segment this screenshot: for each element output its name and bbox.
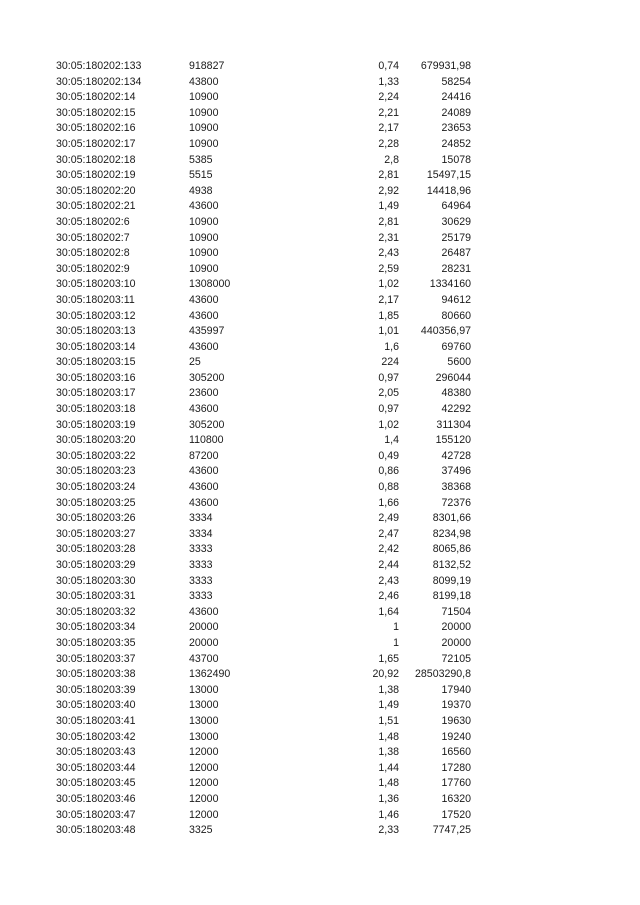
quantity-cell: 13000 [189,730,219,743]
quantity-cell: 1362490 [189,668,231,681]
cadastral-number-cell: 30:05:180203:27 [56,527,136,540]
price-cell: 2,42 [378,543,399,556]
table-row [56,605,476,621]
total-cell: 80660 [441,309,471,322]
cadastral-number-cell: 30:05:180203:48 [56,824,136,837]
table-row [56,652,476,668]
table-row [56,355,476,371]
table-row [56,745,476,761]
total-cell: 16560 [441,746,471,759]
quantity-cell: 3333 [189,590,213,603]
price-cell: 2,43 [378,247,399,260]
quantity-cell: 10900 [189,122,219,135]
total-cell: 28503290,8 [415,668,471,681]
cadastral-number-cell: 30:05:180202:6 [56,215,130,228]
table-row [56,75,476,91]
cadastral-number-cell: 30:05:180203:35 [56,636,136,649]
price-cell: 1 [393,636,399,649]
cadastral-number-cell: 30:05:180203:32 [56,605,136,618]
price-cell: 0,88 [378,481,399,494]
total-cell: 15497,15 [426,169,471,182]
table-row [56,215,476,231]
price-cell: 0,49 [378,449,399,462]
quantity-cell: 43700 [189,652,219,665]
quantity-cell: 13000 [189,699,219,712]
quantity-cell: 20000 [189,621,219,634]
table-row [56,636,476,652]
total-cell: 37496 [441,465,471,478]
table-row [56,449,476,465]
price-cell: 1,64 [378,605,399,618]
total-cell: 26487 [441,247,471,260]
quantity-cell: 3333 [189,574,213,587]
total-cell: 69760 [441,340,471,353]
price-cell: 2,21 [378,106,399,119]
total-cell: 19630 [441,714,471,727]
table-row [56,714,476,730]
cadastral-number-cell: 30:05:180202:9 [56,262,130,275]
cadastral-number-cell: 30:05:180203:34 [56,621,136,634]
table-row [56,371,476,387]
table-row [56,496,476,512]
cadastral-number-cell: 30:05:180203:29 [56,559,136,571]
total-cell: 20000 [441,621,471,634]
table-row [56,558,476,574]
total-cell: 440356,97 [420,325,471,338]
price-cell: 2,24 [378,91,399,104]
cadastral-number-cell: 30:05:180203:15 [56,356,136,369]
price-cell: 2,05 [378,387,399,400]
quantity-cell: 3333 [189,559,213,571]
quantity-cell: 12000 [189,777,219,790]
price-cell: 1,49 [378,200,399,213]
total-cell: 17280 [441,761,471,774]
price-cell: 2,43 [378,574,399,587]
total-cell: 23653 [441,122,471,135]
quantity-cell: 12000 [189,746,219,759]
price-cell: 1,01 [378,325,399,338]
quantity-cell: 305200 [189,418,225,431]
quantity-cell: 305200 [189,371,225,384]
price-cell: 1,02 [378,418,399,431]
cadastral-number-cell: 30:05:180203:22 [56,449,136,462]
table-row [56,184,476,200]
table-row [56,137,476,153]
total-cell: 24416 [441,91,471,104]
table-row [56,620,476,636]
total-cell: 20000 [441,636,471,649]
quantity-cell: 10900 [189,91,219,104]
total-cell: 72376 [441,496,471,509]
cadastral-number-cell: 30:05:180203:17 [56,387,136,400]
quantity-cell: 110800 [189,434,224,447]
cadastral-number-cell: 30:05:180203:45 [56,777,136,790]
table-row [56,808,476,824]
table-row [56,761,476,777]
price-cell: 1,4 [384,434,399,447]
quantity-cell: 3334 [189,512,213,525]
table-row [56,121,476,137]
table-row [56,90,476,106]
cadastral-number-cell: 30:05:180203:46 [56,792,136,805]
cadastral-number-cell: 30:05:180203:37 [56,652,136,665]
cadastral-number-cell: 30:05:180203:18 [56,403,136,416]
price-cell: 2,49 [378,512,399,525]
total-cell: 17760 [441,777,471,790]
cadastral-number-cell: 30:05:180202:8 [56,247,130,260]
table-row [56,574,476,590]
cadastral-number-cell: 30:05:180203:12 [56,309,136,322]
quantity-cell: 43800 [189,75,219,88]
price-cell: 2,59 [378,262,399,275]
table-row [56,262,476,278]
quantity-cell: 43600 [189,309,219,322]
table-row [56,683,476,699]
price-cell: 0,74 [378,60,399,72]
total-cell: 25179 [441,231,471,244]
quantity-cell: 12000 [189,808,219,821]
quantity-cell: 25 [189,356,201,369]
total-cell: 679931,98 [420,60,471,72]
total-cell: 5600 [447,356,471,369]
price-cell: 0,97 [378,371,399,384]
quantity-cell: 3325 [189,824,213,837]
total-cell: 28231 [441,262,471,275]
total-cell: 48380 [441,387,471,400]
total-cell: 38368 [441,481,471,494]
total-cell: 64964 [441,200,471,213]
table-row [56,527,476,543]
quantity-cell: 10900 [189,231,219,244]
cadastral-number-cell: 30:05:180202:18 [56,153,136,166]
quantity-cell: 13000 [189,714,219,727]
cadastral-number-cell: 30:05:180202:134 [56,75,142,88]
table-row [56,59,476,75]
total-cell: 296044 [435,371,471,384]
cadastral-number-cell: 30:05:180203:13 [56,325,136,338]
table-row [56,153,476,169]
table-row [56,698,476,714]
price-cell: 20,92 [372,668,399,681]
cadastral-number-cell: 30:05:180203:31 [56,590,136,603]
quantity-cell: 3333 [189,543,213,556]
table-row [56,106,476,122]
table-row [56,246,476,262]
table-row [56,667,476,683]
quantity-cell: 12000 [189,792,219,805]
table-row [56,776,476,792]
quantity-cell: 43600 [189,605,219,618]
table-row [56,589,476,605]
table-row [56,324,476,340]
total-cell: 17520 [441,808,471,821]
cadastral-number-cell: 30:05:180202:17 [56,137,136,150]
price-cell: 1 [393,621,399,634]
quantity-cell: 43600 [189,465,219,478]
price-cell: 2,33 [378,824,399,837]
quantity-cell: 3334 [189,527,213,540]
quantity-cell: 23600 [189,387,219,400]
price-cell: 2,28 [378,137,399,150]
total-cell: 94612 [441,293,471,306]
data-table [56,59,476,839]
price-cell: 1,33 [378,75,399,88]
price-cell: 1,65 [378,652,399,665]
price-cell: 1,38 [378,746,399,759]
price-cell: 2,47 [378,527,399,540]
quantity-cell: 5385 [189,153,213,166]
table-row [56,340,476,356]
total-cell: 24852 [441,137,471,150]
quantity-cell: 10900 [189,247,219,260]
price-cell: 1,46 [378,808,399,821]
total-cell: 14418,96 [426,184,471,197]
total-cell: 8199,18 [432,590,471,603]
cadastral-number-cell: 30:05:180203:40 [56,699,136,712]
total-cell: 24089 [441,106,471,119]
cadastral-number-cell: 30:05:180203:47 [56,808,136,821]
total-cell: 42728 [441,449,471,462]
total-cell: 71504 [441,605,471,618]
table-row [56,542,476,558]
total-cell: 311304 [436,418,471,431]
cadastral-number-cell: 30:05:180203:43 [56,746,136,759]
quantity-cell: 43600 [189,340,219,353]
quantity-cell: 13000 [189,683,219,696]
price-cell: 2,44 [378,559,399,571]
table-row [56,309,476,325]
total-cell: 72105 [441,652,471,665]
total-cell: 7747,25 [432,824,471,837]
quantity-cell: 435997 [189,325,225,338]
cadastral-number-cell: 30:05:180203:10 [56,278,136,291]
table-row [56,792,476,808]
cadastral-number-cell: 30:05:180202:19 [56,169,136,182]
quantity-cell: 43600 [189,403,219,416]
total-cell: 8099,19 [432,574,471,587]
table-row [56,386,476,402]
price-cell: 2,17 [378,122,399,135]
price-cell: 224 [381,356,399,369]
price-cell: 1,38 [378,683,399,696]
price-cell: 1,49 [378,699,399,712]
cadastral-number-cell: 30:05:180202:133 [56,60,142,72]
cadastral-number-cell: 30:05:180203:39 [56,683,136,696]
cadastral-number-cell: 30:05:180202:20 [56,184,136,197]
cadastral-number-cell: 30:05:180202:15 [56,106,136,119]
table-row [56,823,476,839]
table-row [56,231,476,247]
cadastral-number-cell: 30:05:180202:7 [56,231,130,244]
price-cell: 0,86 [378,465,399,478]
cadastral-number-cell: 30:05:180203:23 [56,465,136,478]
table-row [56,730,476,746]
quantity-cell: 10900 [189,215,219,228]
total-cell: 15078 [441,153,471,166]
cadastral-number-cell: 30:05:180202:14 [56,91,136,104]
cadastral-number-cell: 30:05:180202:16 [56,122,136,135]
cadastral-number-cell: 30:05:180203:16 [56,371,136,384]
quantity-cell: 918827 [189,60,225,72]
table-row [56,402,476,418]
table-row [56,511,476,527]
total-cell: 155120 [435,434,471,447]
total-cell: 1334160 [429,278,471,291]
table-row [56,199,476,215]
total-cell: 8301,66 [432,512,471,525]
cadastral-number-cell: 30:05:180203:38 [56,668,136,681]
quantity-cell: 43600 [189,293,219,306]
quantity-cell: 4938 [189,184,213,197]
price-cell: 1,36 [378,792,399,805]
cadastral-number-cell: 30:05:180202:21 [56,200,136,213]
cadastral-number-cell: 30:05:180203:25 [56,496,136,509]
price-cell: 2,17 [378,293,399,306]
total-cell: 19240 [441,730,471,743]
price-cell: 2,81 [378,215,399,228]
total-cell: 58254 [441,75,471,88]
cadastral-number-cell: 30:05:180203:28 [56,543,136,556]
price-cell: 2,81 [378,169,399,182]
price-cell: 1,48 [378,730,399,743]
price-cell: 1,66 [378,496,399,509]
total-cell: 16320 [441,792,471,805]
table-row [56,464,476,480]
price-cell: 1,48 [378,777,399,790]
price-cell: 2,8 [384,153,399,166]
table-row [56,418,476,434]
price-cell: 1,02 [378,278,399,291]
total-cell: 30629 [441,215,471,228]
total-cell: 19370 [441,699,471,712]
quantity-cell: 87200 [189,449,219,462]
table-row [56,433,476,449]
cadastral-number-cell: 30:05:180203:41 [56,714,136,727]
total-cell: 42292 [441,403,471,416]
table-row [56,480,476,496]
quantity-cell: 20000 [189,636,219,649]
quantity-cell: 43600 [189,481,219,494]
quantity-cell: 10900 [189,137,219,150]
total-cell: 8065,86 [432,543,471,556]
total-cell: 17940 [441,683,471,696]
price-cell: 1,51 [378,714,399,727]
price-cell: 0,97 [378,403,399,416]
quantity-cell: 10900 [189,262,219,275]
quantity-cell: 10900 [189,106,219,119]
quantity-cell: 43600 [189,200,219,213]
cadastral-number-cell: 30:05:180203:14 [56,340,136,353]
total-cell: 8234,98 [432,527,471,540]
total-cell: 8132,52 [432,559,471,571]
cadastral-number-cell: 30:05:180203:19 [56,418,136,431]
cadastral-number-cell: 30:05:180203:26 [56,512,136,525]
quantity-cell: 1308000 [189,278,231,291]
cadastral-number-cell: 30:05:180203:20 [56,434,136,447]
cadastral-number-cell: 30:05:180203:42 [56,730,136,743]
price-cell: 1,85 [378,309,399,322]
price-cell: 1,44 [378,761,399,774]
cadastral-number-cell: 30:05:180203:30 [56,574,136,587]
price-cell: 2,92 [378,184,399,197]
price-cell: 2,31 [378,231,399,244]
table-row [56,168,476,184]
price-cell: 2,46 [378,590,399,603]
table-row [56,293,476,309]
quantity-cell: 12000 [189,761,219,774]
cadastral-number-cell: 30:05:180203:11 [56,293,135,306]
table-row [56,277,476,293]
quantity-cell: 5515 [189,169,213,182]
cadastral-number-cell: 30:05:180203:24 [56,481,136,494]
quantity-cell: 43600 [189,496,219,509]
price-cell: 1,6 [384,340,399,353]
cadastral-number-cell: 30:05:180203:44 [56,761,136,774]
